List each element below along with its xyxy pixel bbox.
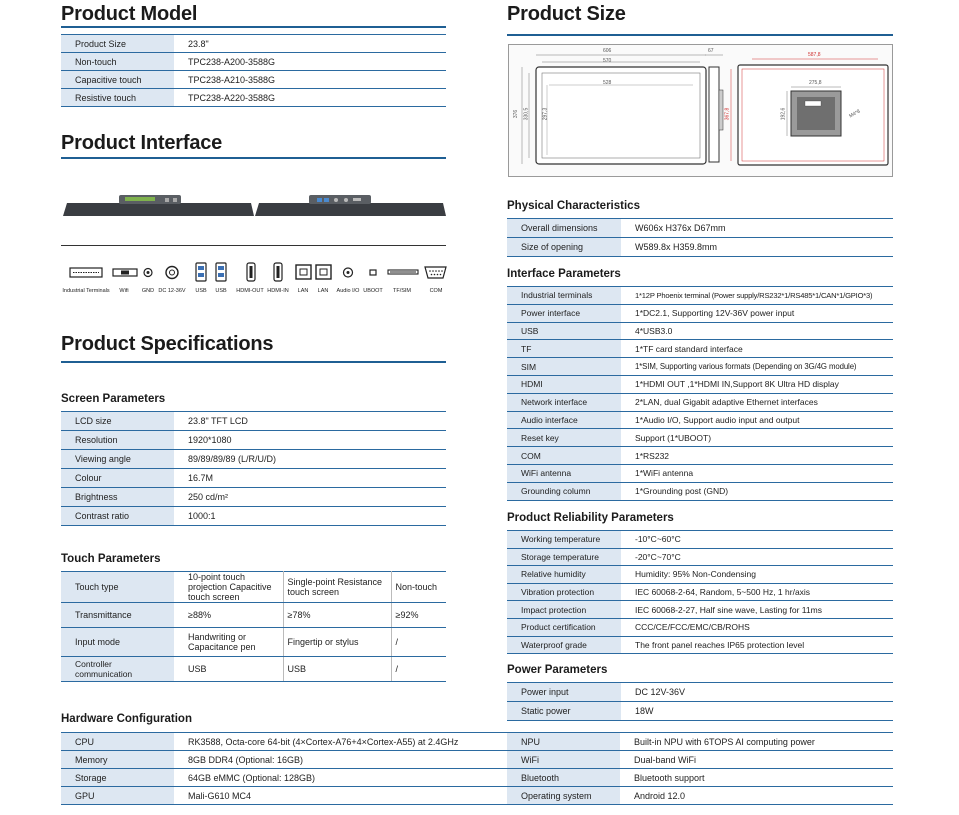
port-label-lan-1: LAN — [297, 288, 309, 294]
port-icons-strip — [61, 262, 451, 282]
dim-275-8: 275,8 — [809, 80, 822, 86]
table-row: Relative humidity Humidity: 95% Non-Condensing — [507, 566, 893, 584]
power-parameters-heading: Power Parameters — [507, 664, 608, 676]
reliability-parameters-table — [507, 530, 893, 654]
touch-parameters-heading: Touch Parameters — [61, 553, 161, 565]
table-row: Industrial terminals 1*12P Phoenix terminal (Power supply/RS232*1/RS485*1/CAN*1/GPIO*3) — [507, 287, 893, 305]
table-row: USB 4*USB3.0 — [507, 322, 893, 340]
port-label-industrial-terminals: Industrial Terminals — [62, 288, 110, 294]
table-row: COM 1*RS232 — [507, 447, 893, 465]
reliability-parameters-heading: Product Reliability Parameters — [507, 512, 674, 524]
interface-rule — [61, 245, 446, 246]
table-row: Transmittance ≥88% ≥78% ≥92% — [61, 603, 446, 628]
product-model-heading: Product Model — [61, 3, 198, 25]
dim-606: 606 — [603, 48, 612, 54]
table-row: Storage 64GB eMMC (Optional: 128GB) Bluetooth Bluetooth support — [61, 769, 893, 787]
dim-192-6: 192,6 — [780, 107, 787, 121]
table-row: Non-touch TPC238-A200-3588G — [61, 53, 446, 71]
port-label-tf-sim: TF/SIM — [392, 288, 412, 294]
table-row: GPU Mali-G610 MC4 Operating system Android 12.0 — [61, 787, 893, 805]
physical-characteristics-heading: Physical Characteristics — [507, 200, 640, 212]
product-model-rule — [61, 26, 446, 28]
table-row: Impact protection IEC 60068-2-27, Half sine wave, Lasting for 11ms — [507, 601, 893, 619]
table-row: Input mode Handwriting or Capacitance pen Fingertip or stylus / — [61, 628, 446, 657]
table-row: TF 1*TF card standard interface — [507, 340, 893, 358]
dim-587-8: 587,8 — [808, 52, 821, 58]
table-row: Memory 8GB DDR4 (Optional: 16GB) WiFi Dual-band WiFi — [61, 751, 893, 769]
table-row: Vibration protection IEC 60068-2-64, Random, 5~500 Hz, 1 hr/axis — [507, 583, 893, 601]
dim-376: 376 — [513, 109, 520, 119]
table-row: Working temperature -10°C~60°C — [507, 531, 893, 549]
dimension-drawing — [508, 44, 893, 177]
table-row: Contrast ratio 1000:1 — [61, 507, 446, 526]
table-row: Grounding column 1*Grounding post (GND) — [507, 482, 893, 500]
table-row: HDMI 1*HDMI OUT ,1*HDMI IN,Support 8K Ultra HD display — [507, 375, 893, 393]
port-label-com: COM — [429, 288, 443, 294]
table-row: Brightness 250 cd/m² — [61, 488, 446, 507]
dim-570: 570 — [603, 58, 612, 64]
dim-67: 67 — [708, 48, 714, 54]
dim-367-8: 367,8 — [724, 107, 731, 121]
interface-parameters-table — [507, 286, 893, 501]
product-interface-heading: Product Interface — [61, 132, 223, 154]
dim-297-3: 297,3 — [542, 107, 549, 121]
table-row: Resistive touch TPC238-A220-3588G — [61, 89, 446, 107]
port-label-usb-1: USB — [195, 288, 207, 294]
table-row: Overall dimensions W606x H376x D67mm — [507, 219, 893, 238]
table-row: Size of opening W589.8x H359.8mm — [507, 238, 893, 257]
table-row: LCD size 23.8" TFT LCD — [61, 412, 446, 431]
table-row: Static power 18W — [507, 702, 893, 721]
product-model-table — [61, 34, 446, 107]
touch-parameters-table — [61, 571, 446, 682]
table-row: Power interface 1*DC2.1, Supporting 12V-36V power input — [507, 304, 893, 322]
table-row: Audio interface 1*Audio I/O, Support audio input and output — [507, 411, 893, 429]
port-label-audio: Audio I/O — [336, 288, 360, 294]
power-parameters-table — [507, 682, 893, 721]
port-label-gnd: GND — [141, 288, 155, 294]
product-size-rule — [507, 34, 893, 36]
table-row: Power input DC 12V-36V — [507, 683, 893, 702]
port-label-usb-2: USB — [215, 288, 227, 294]
table-row: Resolution 1920*1080 — [61, 431, 446, 450]
dim-528: 528 — [603, 80, 612, 86]
product-specifications-rule — [61, 361, 446, 363]
port-label-dc: DC 12-36V — [158, 288, 186, 294]
table-row: SIM 1*SIM, Supporting various formats (Depending on 3G/4G module) — [507, 358, 893, 376]
physical-characteristics-table — [507, 218, 893, 257]
port-label-hdmi-out: HDMI-OUT — [236, 288, 264, 294]
table-row: Network interface 2*LAN, dual Gigabit adaptive Ethernet interfaces — [507, 393, 893, 411]
table-row: Storage temperature -20°C~70°C — [507, 548, 893, 566]
table-row: Product Size 23.8" — [61, 35, 446, 53]
table-row: Product certification CCC/CE/FCC/EMC/CB/ROHS — [507, 618, 893, 636]
dim-330-5: 330,5 — [523, 107, 530, 121]
hardware-configuration-table — [61, 732, 893, 805]
table-row: Capacitive touch TPC238-A210-3588G — [61, 71, 446, 89]
port-label-lan-2: LAN — [317, 288, 329, 294]
port-label-wifi: Wifi — [119, 288, 129, 294]
table-row: Controller communication USB USB / — [61, 657, 446, 682]
hardware-configuration-heading: Hardware Configuration — [61, 713, 192, 725]
dim-m4x8: M4*8 — [848, 108, 862, 120]
screen-parameters-table — [61, 411, 446, 526]
product-specifications-heading: Product Specifications — [61, 333, 274, 355]
table-row: WiFi antenna 1*WiFi antenna — [507, 464, 893, 482]
dimension-drawing-svg — [509, 45, 892, 176]
table-row: Reset key Support (1*UBOOT) — [507, 429, 893, 447]
table-row: Viewing angle 89/89/89/89 (L/R/U/D) — [61, 450, 446, 469]
product-interface-rule — [61, 157, 446, 159]
port-label-uboot: UBOOT — [363, 288, 383, 294]
table-row: Colour 16.7M — [61, 469, 446, 488]
device-bottom-view-image — [61, 190, 446, 218]
table-row: Waterproof grade The front panel reaches IP65 protection level — [507, 636, 893, 654]
screen-parameters-heading: Screen Parameters — [61, 393, 166, 405]
port-label-hdmi-in: HDMI-IN — [267, 288, 289, 294]
table-row: Touch type 10-point touch projection Capacitive touch screen Single-point Resistance touch screen Non-touch — [61, 572, 446, 603]
interface-parameters-heading: Interface Parameters — [507, 268, 621, 280]
product-size-heading: Product Size — [507, 3, 626, 25]
table-row: CPU RK3588, Octa-core 64-bit (4×Cortex-A76+4×Cortex-A55) at 2.4GHz NPU Built-in NPU with 6TOPS AI computing power — [61, 733, 893, 751]
